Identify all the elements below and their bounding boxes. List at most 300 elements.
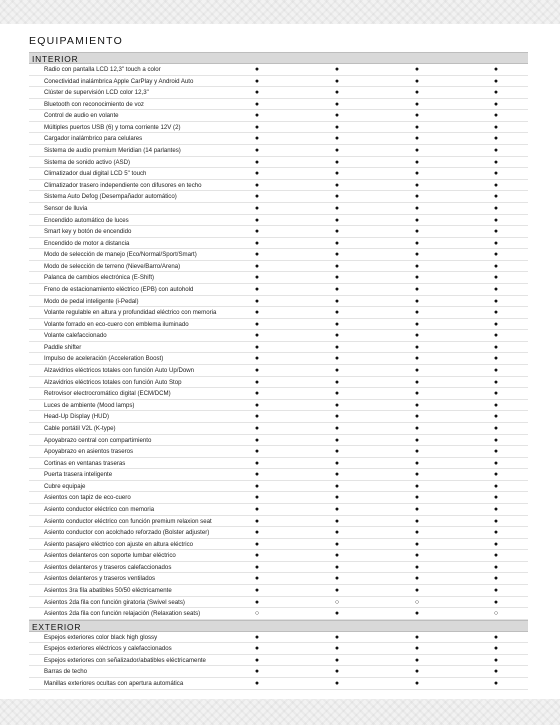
availability-mark: ● <box>334 216 340 224</box>
table-row <box>29 249 528 261</box>
table-row <box>29 608 528 620</box>
feature-label: Climatizador dual digital LCD 5" touch <box>44 170 147 178</box>
availability-mark: ● <box>334 436 340 444</box>
availability-mark: ● <box>414 251 420 259</box>
availability-mark: ● <box>414 505 420 513</box>
availability-mark: ● <box>493 459 499 467</box>
availability-mark: ● <box>493 424 499 432</box>
table-row <box>29 284 528 296</box>
availability-mark: ● <box>493 552 499 560</box>
availability-mark: ● <box>493 378 499 386</box>
availability-mark: ● <box>414 320 420 328</box>
availability-mark: ● <box>334 309 340 317</box>
feature-label: Palanca de cambios electrónica (E-Shift) <box>44 274 155 282</box>
availability-mark: ● <box>493 482 499 490</box>
availability-mark: ● <box>493 100 499 108</box>
availability-mark: ● <box>414 77 420 85</box>
availability-mark: ● <box>414 100 420 108</box>
availability-mark: ● <box>254 147 260 155</box>
availability-mark: ● <box>254 297 260 305</box>
availability-mark: ● <box>254 239 260 247</box>
table-row <box>29 597 528 609</box>
availability-mark: ● <box>334 332 340 340</box>
feature-label: Espejos exteriores eléctricos y calefaccionados <box>44 645 172 653</box>
availability-mark: ● <box>254 413 260 421</box>
availability-mark: ● <box>334 320 340 328</box>
availability-mark: ○ <box>254 610 260 618</box>
availability-mark: ● <box>414 390 420 398</box>
availability-mark: ● <box>493 367 499 375</box>
availability-mark: ● <box>493 216 499 224</box>
table-row <box>29 388 528 400</box>
availability-mark: ● <box>254 193 260 201</box>
feature-label: Smart key y botón de encendido <box>44 228 132 236</box>
availability-mark: ● <box>414 633 420 641</box>
availability-mark: ● <box>334 505 340 513</box>
availability-mark: ● <box>414 448 420 456</box>
availability-mark: ● <box>414 529 420 537</box>
availability-mark: ● <box>414 424 420 432</box>
availability-mark: ● <box>493 598 499 606</box>
availability-mark: ● <box>334 424 340 432</box>
availability-mark: ● <box>493 251 499 259</box>
availability-mark: ● <box>493 680 499 688</box>
availability-mark: ● <box>254 228 260 236</box>
feature-label: Conectividad inalámbrica Apple CarPlay y Android Auto <box>44 77 194 85</box>
availability-mark: ● <box>334 413 340 421</box>
availability-mark: ● <box>334 378 340 386</box>
feature-label: Impulso de aceleración (Acceleration Boost) <box>44 355 164 363</box>
availability-mark: ● <box>493 309 499 317</box>
availability-mark: ● <box>493 158 499 166</box>
availability-mark: ● <box>334 668 340 676</box>
availability-mark: ● <box>334 158 340 166</box>
availability-mark: ● <box>254 494 260 502</box>
availability-mark: ● <box>254 355 260 363</box>
availability-mark: ● <box>493 540 499 548</box>
availability-mark: ● <box>334 459 340 467</box>
availability-mark: ● <box>414 552 420 560</box>
availability-mark: ● <box>414 656 420 664</box>
table-row <box>29 133 528 145</box>
availability-mark: ● <box>493 262 499 270</box>
availability-mark: ● <box>334 262 340 270</box>
availability-mark: ● <box>334 66 340 73</box>
availability-mark: ● <box>334 297 340 305</box>
availability-mark: ● <box>254 401 260 409</box>
availability-mark: ● <box>254 89 260 97</box>
availability-mark: ● <box>493 575 499 583</box>
availability-mark: ● <box>414 413 420 421</box>
feature-label: Asientos delanteros y traseros ventilados <box>44 575 156 583</box>
table-row <box>29 562 528 574</box>
availability-mark: ● <box>414 563 420 571</box>
feature-label: Manillas exteriores ocultas con apertura automática <box>44 680 184 688</box>
availability-mark: ● <box>254 378 260 386</box>
availability-mark: ● <box>493 274 499 282</box>
availability-mark: ● <box>254 262 260 270</box>
feature-label: Encendido de motor a distancia <box>44 239 130 247</box>
table-row <box>29 215 528 227</box>
feature-label: Asiento conductor con acolchado reforzado (Bolster adjuster) <box>44 529 210 537</box>
availability-mark: ● <box>414 494 420 502</box>
availability-mark: ● <box>254 552 260 560</box>
availability-mark: ● <box>334 89 340 97</box>
availability-mark: ● <box>414 645 420 653</box>
feature-label: Espejos exteriores color black high glossy <box>44 633 158 641</box>
availability-mark: ● <box>254 448 260 456</box>
availability-mark: ● <box>334 471 340 479</box>
availability-mark: ● <box>254 251 260 259</box>
feature-label: Encendido automático de luces <box>44 216 129 224</box>
feature-label: Sistema de sonido activo (ASD) <box>44 158 131 166</box>
table-row <box>29 655 528 667</box>
availability-mark: ● <box>254 309 260 317</box>
feature-label: Asientos 2da fila con función relajación (Relaxation seats) <box>44 610 201 618</box>
availability-mark: ● <box>414 401 420 409</box>
table-row <box>29 539 528 551</box>
availability-mark: ● <box>414 147 420 155</box>
table-row <box>29 168 528 180</box>
availability-mark: ● <box>254 668 260 676</box>
feature-label: Asientos delanteros y traseros calefaccionados <box>44 563 172 571</box>
feature-label: Cubre equipaje <box>44 482 86 490</box>
table-row <box>29 446 528 458</box>
availability-mark: ● <box>414 355 420 363</box>
availability-mark: ● <box>254 680 260 688</box>
table-row <box>29 504 528 516</box>
feature-label: Control de audio en volante <box>44 112 119 120</box>
availability-mark: ● <box>414 228 420 236</box>
availability-mark: ● <box>493 343 499 351</box>
availability-mark: ● <box>254 135 260 143</box>
feature-label: Alzavidrios eléctricos totales con función Auto Stop <box>44 378 182 386</box>
availability-mark: ● <box>334 100 340 108</box>
availability-mark: ● <box>493 77 499 85</box>
availability-mark: ● <box>334 529 340 537</box>
availability-mark: ● <box>334 367 340 375</box>
table-row <box>29 330 528 342</box>
table-row <box>29 272 528 284</box>
availability-mark: ● <box>254 471 260 479</box>
feature-label: Asientos 2da fila con función giratoria (Swivel seats) <box>44 598 185 606</box>
availability-mark: ● <box>414 587 420 595</box>
availability-mark: ● <box>254 656 260 664</box>
feature-label: Cortinas en ventanas traseras <box>44 459 126 467</box>
availability-mark: ● <box>493 181 499 189</box>
availability-mark: ● <box>254 216 260 224</box>
availability-mark: ● <box>414 367 420 375</box>
table-row <box>29 481 528 493</box>
availability-mark: ● <box>414 158 420 166</box>
availability-mark: ● <box>254 645 260 653</box>
table-row <box>29 435 528 447</box>
availability-mark: ● <box>334 170 340 178</box>
availability-mark: ● <box>334 575 340 583</box>
availability-mark: ● <box>254 563 260 571</box>
availability-mark: ● <box>254 204 260 212</box>
table-row <box>29 122 528 134</box>
availability-mark: ● <box>414 193 420 201</box>
availability-mark: ● <box>493 112 499 120</box>
availability-mark: ● <box>493 193 499 201</box>
feature-label: Paddle shifter <box>44 343 82 351</box>
feature-label: Luces de ambiente (Mood lamps) <box>44 401 135 409</box>
availability-mark: ● <box>254 181 260 189</box>
feature-label: Apoyabrazo central con compartimiento <box>44 436 152 444</box>
availability-mark: ● <box>334 274 340 282</box>
feature-label: Retrovisor electrocromático digital (ECM/DCM) <box>44 390 171 398</box>
availability-mark: ● <box>414 471 420 479</box>
table-row <box>29 353 528 365</box>
availability-mark: ● <box>493 239 499 247</box>
availability-mark: ● <box>414 285 420 293</box>
feature-label: Modo de selección de terreno (Nieve/Barro/Arena) <box>44 262 181 270</box>
availability-mark: ● <box>334 123 340 131</box>
availability-mark: ● <box>334 552 340 560</box>
availability-mark: ● <box>334 587 340 595</box>
table-row <box>29 261 528 273</box>
availability-mark: ● <box>334 228 340 236</box>
availability-mark: ● <box>334 193 340 201</box>
table-row <box>29 550 528 562</box>
table-row <box>29 191 528 203</box>
table-row <box>29 342 528 354</box>
availability-mark: ● <box>414 274 420 282</box>
availability-mark: ● <box>254 540 260 548</box>
availability-mark: ○ <box>414 598 420 606</box>
feature-label: Volante regulable en altura y profundidad eléctrico con memoria <box>44 309 217 317</box>
availability-mark: ● <box>414 575 420 583</box>
table-row <box>29 87 528 99</box>
feature-label: Clúster de supervisión LCD color 12,3" <box>44 89 149 97</box>
availability-mark: ● <box>254 633 260 641</box>
availability-mark: ● <box>254 367 260 375</box>
feature-label: Volante forrado en eco-cuero con emblema iluminado <box>44 320 189 328</box>
availability-mark: ● <box>334 482 340 490</box>
table-row <box>29 400 528 412</box>
availability-mark: ● <box>254 158 260 166</box>
equipment-table <box>29 52 528 690</box>
feature-label: Sistema Auto Defog (Desempañador automático) <box>44 193 177 201</box>
availability-mark: ● <box>493 436 499 444</box>
availability-mark: ● <box>414 378 420 386</box>
feature-label: Asientos 3ra fila abatibles 50/50 eléctricamente <box>44 587 172 595</box>
availability-mark: ● <box>493 668 499 676</box>
section-header-exterior: EXTERIOR <box>29 620 528 632</box>
feature-label: Puerta trasera inteligente <box>44 471 113 479</box>
availability-mark: ● <box>414 204 420 212</box>
feature-label: Asientos delanteros con soporte lumbar eléctrico <box>44 552 176 560</box>
availability-mark: ● <box>493 633 499 641</box>
availability-mark: ● <box>493 135 499 143</box>
feature-label: Cargador inalámbrico para celulares <box>44 135 143 143</box>
table-row <box>29 632 528 644</box>
availability-mark: ● <box>254 100 260 108</box>
availability-mark: ● <box>254 482 260 490</box>
table-row <box>29 296 528 308</box>
availability-mark: ● <box>414 112 420 120</box>
feature-label: Head-Up Display (HUD) <box>44 413 110 421</box>
availability-mark: ● <box>254 505 260 513</box>
table-row <box>29 516 528 528</box>
availability-mark: ● <box>414 123 420 131</box>
availability-mark: ● <box>414 517 420 525</box>
availability-mark: ● <box>493 587 499 595</box>
feature-label: Cable portátil V2L (K-type) <box>44 424 116 432</box>
availability-mark: ● <box>254 123 260 131</box>
availability-mark: ● <box>493 645 499 653</box>
availability-mark: ● <box>414 459 420 467</box>
availability-mark: ● <box>414 482 420 490</box>
availability-mark: ● <box>414 332 420 340</box>
availability-mark: ● <box>493 505 499 513</box>
feature-label: Barras de techo <box>44 668 88 676</box>
table-row <box>29 226 528 238</box>
availability-mark: ● <box>493 285 499 293</box>
availability-mark: ● <box>493 89 499 97</box>
availability-mark: ● <box>254 170 260 178</box>
feature-label: Climatizador trasero independiente con difusores en techo <box>44 181 202 189</box>
availability-mark: ● <box>254 332 260 340</box>
availability-mark: ● <box>334 135 340 143</box>
availability-mark: ○ <box>334 598 340 606</box>
availability-mark: ● <box>493 123 499 131</box>
page-title: EQUIPAMIENTO <box>29 35 123 47</box>
availability-mark: ● <box>414 309 420 317</box>
availability-mark: ● <box>334 390 340 398</box>
feature-label: Freno de estacionamiento eléctrico (EPB) con autohold <box>44 285 194 293</box>
availability-mark: ● <box>414 680 420 688</box>
feature-label: Espejos exteriores con señalizador/abatibles eléctricamente <box>44 656 206 664</box>
availability-mark: ● <box>334 147 340 155</box>
availability-mark: ● <box>493 147 499 155</box>
availability-mark: ● <box>493 355 499 363</box>
table-row <box>29 99 528 111</box>
availability-mark: ● <box>414 216 420 224</box>
availability-mark: ● <box>254 274 260 282</box>
availability-mark: ● <box>254 77 260 85</box>
availability-mark: ● <box>334 517 340 525</box>
table-row <box>29 157 528 169</box>
top-pattern-band <box>0 0 560 24</box>
feature-label: Asientos con tapiz de eco-cuero <box>44 494 131 502</box>
availability-mark: ● <box>493 297 499 305</box>
availability-mark: ● <box>493 390 499 398</box>
availability-mark: ● <box>334 633 340 641</box>
table-row <box>29 678 528 690</box>
availability-mark: ● <box>334 645 340 653</box>
feature-label: Radio con pantalla LCD 12,3" touch a color <box>44 66 161 73</box>
availability-mark: ● <box>334 204 340 212</box>
table-row <box>29 307 528 319</box>
feature-label: Asiento conductor eléctrico con memoria <box>44 505 155 513</box>
table-row <box>29 145 528 157</box>
availability-mark: ● <box>414 239 420 247</box>
availability-mark: ● <box>493 401 499 409</box>
table-row <box>29 377 528 389</box>
availability-mark: ● <box>493 66 499 73</box>
table-row <box>29 573 528 585</box>
table-row <box>29 411 528 423</box>
availability-mark: ● <box>334 355 340 363</box>
availability-mark: ● <box>254 598 260 606</box>
feature-label: Sistema de audio premium Meridian (14 parlantes) <box>44 147 181 155</box>
section-header-interior: INTERIOR <box>29 52 528 64</box>
feature-label: Múltiples puertos USB (6) y toma corriente 12V (2) <box>44 123 181 131</box>
availability-mark: ● <box>254 459 260 467</box>
availability-mark: ● <box>254 112 260 120</box>
table-row <box>29 203 528 215</box>
table-row <box>29 76 528 88</box>
table-row <box>29 319 528 331</box>
availability-mark: ● <box>254 587 260 595</box>
feature-label: Apoyabrazo en asientos traseros <box>44 448 134 456</box>
availability-mark: ● <box>334 610 340 618</box>
feature-label: Asiento conductor eléctrico con función premium relaxion seat <box>44 517 212 525</box>
availability-mark: ● <box>493 170 499 178</box>
table-row <box>29 469 528 481</box>
availability-mark: ● <box>493 517 499 525</box>
availability-mark: ● <box>254 424 260 432</box>
availability-mark: ● <box>414 297 420 305</box>
availability-mark: ● <box>414 66 420 73</box>
availability-mark: ● <box>334 251 340 259</box>
availability-mark: ● <box>254 285 260 293</box>
availability-mark: ● <box>414 343 420 351</box>
availability-mark: ● <box>254 436 260 444</box>
availability-mark: ● <box>493 204 499 212</box>
availability-mark: ● <box>493 228 499 236</box>
table-row <box>29 585 528 597</box>
availability-mark: ● <box>414 89 420 97</box>
availability-mark: ● <box>254 390 260 398</box>
feature-label: Bluetooth con reconocimiento de voz <box>44 100 144 108</box>
availability-mark: ● <box>493 320 499 328</box>
availability-mark: ● <box>493 413 499 421</box>
availability-mark: ● <box>414 436 420 444</box>
availability-mark: ● <box>493 563 499 571</box>
table-row <box>29 180 528 192</box>
availability-mark: ● <box>334 563 340 571</box>
feature-label: Asiento pasajero eléctrico con ajuste en altura eléctrico <box>44 540 194 548</box>
availability-mark: ● <box>334 112 340 120</box>
feature-label: Volante calefaccionado <box>44 332 107 340</box>
availability-mark: ● <box>254 517 260 525</box>
availability-mark: ● <box>334 343 340 351</box>
feature-label: Sensor de lluvia <box>44 204 88 212</box>
availability-mark: ○ <box>493 610 499 618</box>
availability-mark: ● <box>493 332 499 340</box>
availability-mark: ● <box>254 320 260 328</box>
availability-mark: ● <box>334 239 340 247</box>
table-row <box>29 238 528 250</box>
feature-label: Alzavidrios eléctricos totales con función Auto Up/Down <box>44 367 195 375</box>
availability-mark: ● <box>493 448 499 456</box>
availability-mark: ● <box>414 262 420 270</box>
availability-mark: ● <box>414 610 420 618</box>
table-row <box>29 527 528 539</box>
table-row <box>29 643 528 655</box>
availability-mark: ● <box>414 668 420 676</box>
table-row <box>29 110 528 122</box>
availability-mark: ● <box>493 494 499 502</box>
availability-mark: ● <box>334 680 340 688</box>
table-row <box>29 423 528 435</box>
availability-mark: ● <box>493 529 499 537</box>
availability-mark: ● <box>334 494 340 502</box>
feature-label: Modo de selección de manejo (Eco/Normal/Sport/Smart) <box>44 251 197 259</box>
